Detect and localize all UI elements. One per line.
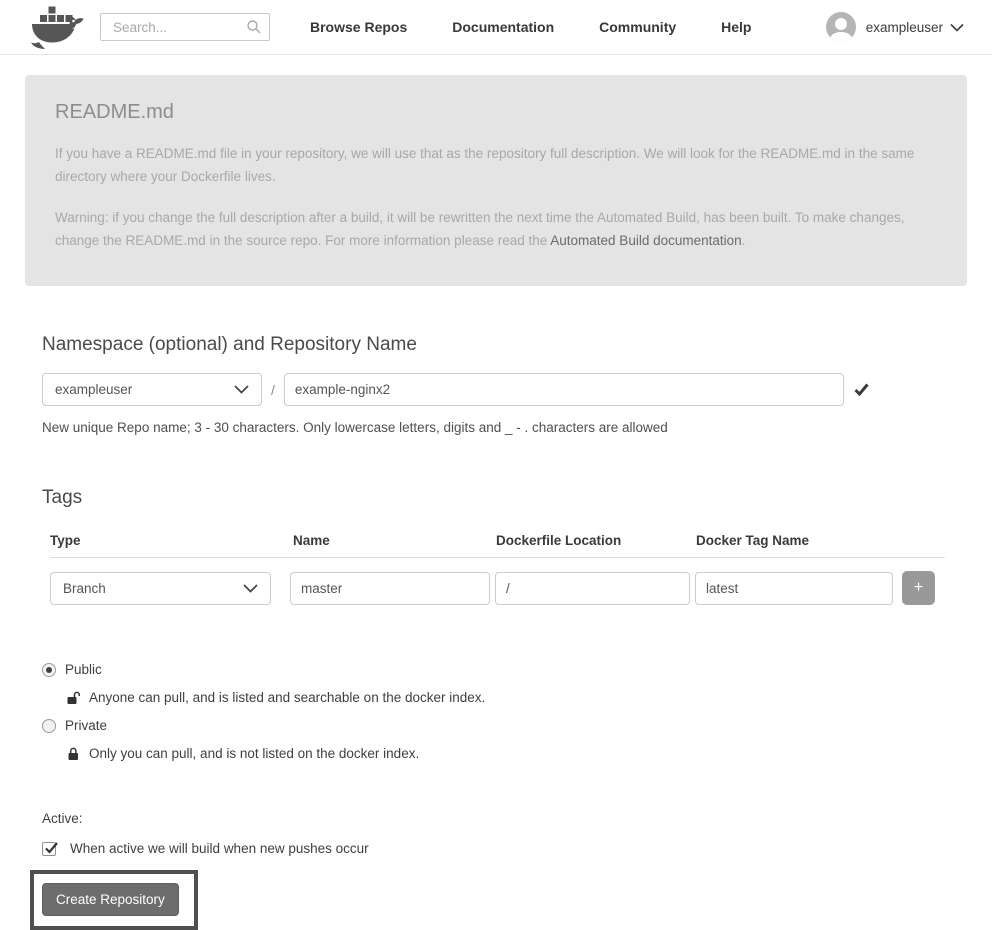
public-description-row — [67, 690, 967, 705]
namespace-separator: / — [271, 381, 275, 398]
search-input[interactable] — [100, 13, 270, 41]
main-nav — [310, 19, 796, 35]
namespace-select[interactable] — [42, 373, 262, 406]
namespace-section-heading: Namespace (optional) and Repository Name — [42, 334, 417, 355]
visibility-options — [42, 662, 967, 761]
public-radio[interactable] — [42, 663, 56, 677]
tag-type-value: Branch — [63, 580, 106, 596]
chevron-down-icon — [234, 385, 249, 394]
annotation-highlight-box — [30, 870, 198, 930]
nav-browse-repos[interactable]: Browse Repos — [310, 19, 408, 35]
add-tag-row-button[interactable]: + — [902, 571, 935, 605]
search-icon[interactable] — [246, 19, 262, 35]
user-name: exampleuser — [865, 19, 943, 35]
top-navbar — [0, 0, 992, 55]
readme-warning-suffix: . — [741, 233, 746, 248]
public-description: Anyone can pull, and is listed and searchable on the docker index. — [89, 690, 486, 705]
readme-title: README.md — [55, 101, 174, 123]
nav-documentation[interactable]: Documentation — [452, 19, 555, 35]
active-checkbox-row — [42, 841, 967, 856]
user-menu[interactable] — [826, 12, 964, 42]
tag-type-select[interactable] — [50, 572, 271, 605]
nav-community[interactable]: Community — [599, 19, 677, 35]
public-radio-row — [42, 662, 967, 677]
tags-table-header — [50, 533, 967, 548]
create-repository-button[interactable]: Create Repository — [42, 883, 179, 916]
column-header-dockerfile-location: Dockerfile Location — [496, 533, 622, 548]
readme-paragraph: If you have a README.md file in your repository, we will use that as the repository full description. We will look for the README.md in the same directory where your Dockerfile lives. — [55, 146, 915, 184]
lock-open-icon — [67, 691, 80, 705]
active-checkbox-label: When active we will build when new pushes occur — [70, 841, 369, 856]
private-description-row — [67, 746, 967, 761]
private-radio-row — [42, 718, 967, 733]
tags-section-heading: Tags — [42, 487, 83, 508]
nav-help[interactable]: Help — [721, 19, 752, 35]
active-checkbox[interactable] — [42, 842, 56, 856]
active-label: Active: — [42, 811, 83, 826]
private-radio[interactable] — [42, 719, 56, 733]
main-content — [0, 334, 992, 930]
column-header-type: Type — [50, 533, 81, 548]
column-header-docker-tag-name: Docker Tag Name — [696, 533, 810, 548]
user-avatar-icon — [826, 12, 856, 42]
readme-warning — [55, 206, 935, 252]
docker-logo-icon[interactable] — [30, 4, 86, 50]
tags-header-divider — [50, 557, 945, 558]
repo-name-input[interactable] — [284, 373, 844, 406]
column-header-name: Name — [293, 533, 330, 548]
docker-tag-name-input[interactable] — [695, 572, 893, 605]
dockerfile-location-input[interactable] — [495, 572, 690, 605]
automated-build-docs-link[interactable]: Automated Build documentation — [550, 233, 742, 248]
chevron-down-icon — [950, 23, 964, 32]
namespace-row — [42, 373, 967, 406]
namespace-select-value: exampleuser — [55, 382, 133, 397]
readme-warning-text: Warning: if you change the full description after a build, it will be rewritten the next time the Automated Build, has been built. To make changes, change the README.md in the source repo. For more information please read the — [55, 210, 905, 248]
repo-name-helper-text: New unique Repo name; 3 - 30 characters. Only lowercase letters, digits and _ - . characters are allowed — [42, 420, 668, 435]
chevron-down-icon — [243, 584, 258, 593]
private-description: Only you can pull, and is not listed on the docker index. — [89, 746, 420, 761]
tags-table — [50, 533, 967, 605]
tag-row — [50, 571, 967, 605]
public-radio-label: Public — [65, 662, 102, 677]
readme-info-box — [25, 75, 967, 286]
private-radio-label: Private — [65, 718, 108, 733]
tag-name-input[interactable] — [290, 572, 490, 605]
search-box — [100, 13, 270, 41]
valid-check-icon — [854, 383, 869, 396]
lock-icon — [67, 747, 80, 761]
